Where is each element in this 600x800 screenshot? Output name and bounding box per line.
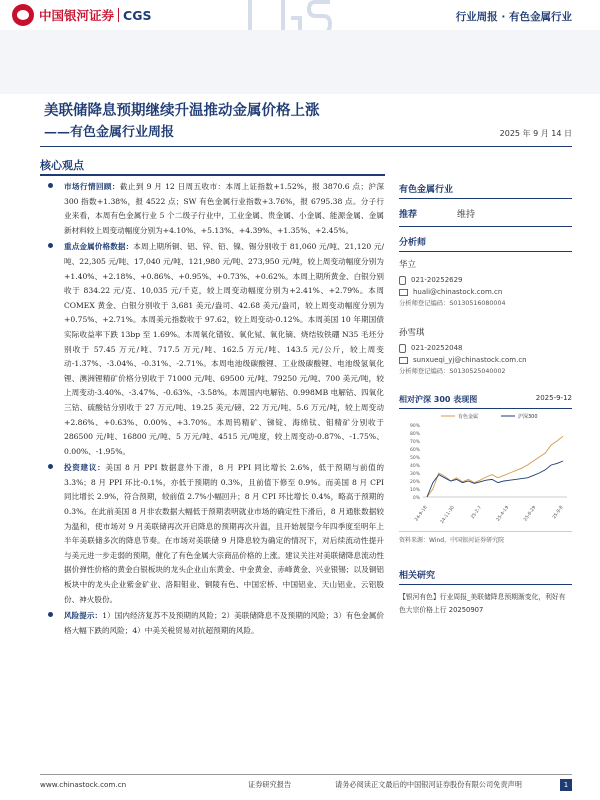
footer-disclaimer: 请务必阅读正文最后的中国银河证券股份有限公司免责声明 [335, 780, 522, 789]
analyst-heading: 分析师 [399, 238, 427, 248]
analyst-email[interactable] [399, 354, 572, 366]
y-tick-label: 70% [409, 440, 420, 445]
bullet-icon [48, 243, 53, 248]
page-header [0, 0, 600, 30]
core-divider [40, 174, 385, 176]
company-logo [12, 4, 151, 26]
analyst-phone [399, 274, 572, 286]
report-tagline: 行业周报 · 有色金属行业 [455, 11, 572, 23]
logo-text: 中国银河证券 [39, 8, 115, 23]
email-text[interactable]: huali@chinastock.com.cn [413, 288, 503, 296]
related-heading: 相关研究 [399, 571, 436, 581]
para-text: 1）国内经济复苏不及预期的风险；2）美联储降息不及预期的风险；3）有色金属价格大幅下跌的风险；4）中美关税贸易对抗超预期的风险。 [64, 611, 384, 635]
phone-icon [399, 344, 406, 353]
phone-icon [399, 276, 406, 285]
chart-header [399, 392, 572, 408]
para-lead: 市场行情回顾： [64, 182, 120, 191]
y-tick-label: 0% [412, 496, 420, 501]
email-text[interactable]: sunxueqi_yj@chinastock.com.cn [413, 356, 527, 364]
header-band [0, 30, 600, 94]
core-views-body [44, 180, 384, 640]
bullet-icon [48, 612, 53, 617]
rating-value: 维持 [457, 210, 476, 220]
y-tick-label: 60% [409, 448, 420, 453]
x-tick-label: 25-4-19 [496, 505, 511, 523]
sidebar [399, 180, 572, 617]
rating-row [399, 199, 572, 226]
logo-mark-icon [12, 4, 34, 26]
para-metal-prices [44, 240, 384, 459]
chart-title: 相对沪深 300 表现图 [399, 395, 478, 404]
mail-icon [399, 357, 408, 364]
chart-date: 2025-9-12 [535, 394, 572, 402]
phone-text: 021-20252629 [411, 276, 463, 284]
analyst-name: 孙雪琪 [399, 328, 425, 338]
industry-title: 有色金属行业 [399, 185, 454, 195]
report-title: 美联储降息预期继续升温推动金属价格上涨 [44, 102, 320, 119]
legend-label: 有色金属 [458, 414, 479, 420]
report-subtitle: ——有色金属行业周报 [44, 125, 175, 140]
report-date: 2025 年 9 月 14 日 [499, 129, 572, 138]
y-tick-label: 10% [409, 488, 420, 493]
chart-source: 资料来源：Wind，中国银河证券研究院 [399, 537, 505, 544]
title-divider [40, 146, 572, 147]
footer-report-type: 证券研究报告 [248, 780, 292, 789]
x-tick-label: 25-6-29 [523, 505, 538, 523]
x-tick-label: 25-9-8 [552, 505, 565, 521]
analyst-name: 华立 [399, 260, 417, 270]
footer-website[interactable]: www.chinastock.com.cn [40, 780, 127, 789]
para-text: 截止到 9 月 12 日周五收市：本周上证指数+1.52%，报 3870.6 点；沪深 300 指数+1.38%，报 4522 点；SW 有色金属行业指数+3.76%，报 6795.38 点。分子行业来看，本周有色金属行业 5 个二级子行业中，工业金属、贵金属、小金属、能源金属、金属新材料较上周变动幅度分别为+4.10%、+5.13%、+4.39%、+1.35%、+2.45%。 [64, 182, 384, 235]
x-tick-label: 24-9-18 [414, 505, 429, 523]
x-tick-label: 24-11-30 [440, 505, 456, 525]
series-line-0 [427, 436, 563, 497]
bullet-icon [48, 464, 53, 469]
analyst-cert: 分析师登记编码：S0130516080004 [399, 300, 506, 307]
para-investment-advice [44, 461, 384, 607]
para-lead: 投资建议： [64, 463, 106, 473]
sidebar-divider [399, 226, 572, 227]
analyst-cert: 分析师登记编码：S0130525040002 [399, 368, 506, 375]
logo-cgs: CGS [123, 7, 152, 23]
x-tick-label: 25-2-7 [470, 505, 484, 521]
legend-label: 沪深300 [518, 414, 538, 420]
analyst-phone [399, 342, 572, 354]
y-tick-label: 40% [409, 464, 420, 469]
chart-bottom-divider [399, 531, 572, 532]
core-views-heading: 核心观点 [40, 159, 84, 172]
para-text: 美国 8 月 PPI 数据意外下滑，8 月 PPI 同比增长 2.6%，低于预期与前值的 3.3%；8 月 PPI 环比-0.1%，亦低于预期的 0.3%，且前值下修至 0.9%。而美国 8 月 CPI 同比增长 2.9%，符合预期，较前值 2.7%小幅回升；8 月 CPI 环比增长 0.4%，略高于预期的 0.3%。在此前美国 8 月非农数据大幅低于预期表明就业市场的确定性下滑后，8 月通胀数据较为温和，使市场对 9 月美联储再次开启降息的预期再次升温，且开始展望今年四季度至明年上半年美联储多次的降息节奏。在市场对美联储 9 月降息较为确定的情况下，对后续流动性提升与美元进一步走弱的预期，催化了有色金属大宗商品价格的上涨。建议关注对美联储降息流动性据价弹性价格的黄金白银板块的龙头企业山东黄金、中金黄金、赤峰黄金、兴业银锡；以及铜铝板块中的龙头企业紫金矿业、洛阳钼业、铜陵有色、中国宏桥、中国铝业、天山铝业、云铝股份、神火股份。 [64, 463, 384, 604]
y-tick-label: 30% [409, 472, 420, 477]
analyst-email[interactable] [399, 286, 572, 298]
series-line-1 [427, 461, 563, 497]
para-risk-warning [44, 609, 384, 638]
mail-icon [399, 289, 408, 296]
page-number: 1 [560, 779, 572, 791]
para-text: 本周上期所铜、铝、锌、铅、镍、锡分别收于 81,060 元/吨、21,120 元/吨、22,305 元/吨、17,040 元/吨、121,980 元/吨、273,950 元/吨，较上周变动幅度分别为+1.40%、+2.18%、+0.86%、+0.95%、+0.73%、+0.62%。本周上期所黄金、白银分别收于 834.22 元/克、10,035 元/千克，较上周变动幅度分别为+2.41%、+2.79%。本周 COMEX 黄金、白银分别收于 3,681 美元/盎司、42.68 美元/盎司，较上周变动幅度分别为+0.75%、+2.71%。本周美元指数收于 97.62，较上周变动-0.12%。本周美国 10 年期国债实际收益率下跌 13bp 至 1.69%。本周氧化镨钕、氧化铽、氧化镝、烧结钕铁硼 N35 毛坯分别收于 57.45 万元/吨、717.5 万元/吨、162.5 万元/吨、143.5 元/公斤，较上周变动-1.37%、-3.04%、-0.31%、-2.71%。本周电池级碳酸锂、工业级碳酸锂、电池级氢氧化锂、澳洲锂精矿价格分别收于 71000 元/吨、69500 元/吨、79250 元/吨、700 美元/吨，较上周变动-3.40%、-3.47%、-0.63%、-3.58%。本周国内电解钴、0.998MB 电解钴、四氧化三钴、硫酸钴分别收于 27 万元/吨、19.25 美元/磅、22 万元/吨、5.6 万元/吨，较上周变动+2.86%、+0.63%、0.00%、+3.70%。本周钨精矿、锑锭、海绵钛、钼精矿分别收于 286500 元/吨、16800 元/吨、5 万元/吨、4515 元/吨度，较上周变动-0.87%、-1.75%、0.00%、-1.95%。 [64, 242, 384, 456]
sidebar-divider [399, 584, 572, 585]
rating-label: 推荐 [399, 210, 418, 220]
y-tick-label: 50% [409, 456, 420, 461]
para-market-review [44, 180, 384, 238]
y-tick-label: 20% [409, 480, 420, 485]
para-lead: 重点金属价格数据： [64, 242, 134, 252]
para-lead: 风险提示： [64, 611, 103, 621]
relative-performance-chart [399, 409, 572, 527]
sidebar-divider [399, 251, 572, 252]
bullet-icon [48, 183, 53, 188]
y-tick-label: 80% [409, 432, 420, 437]
logo-divider [118, 8, 119, 22]
analyst-card [399, 258, 572, 310]
analyst-card [399, 326, 572, 378]
phone-text: 021-20252048 [411, 344, 463, 352]
y-tick-label: 90% [409, 424, 420, 429]
footer-divider [40, 774, 572, 775]
related-report-link[interactable]: 【银河有色】行业周报_美联储降息预期渐变化，利好有色大宗价格上行 20250907 [399, 593, 566, 614]
